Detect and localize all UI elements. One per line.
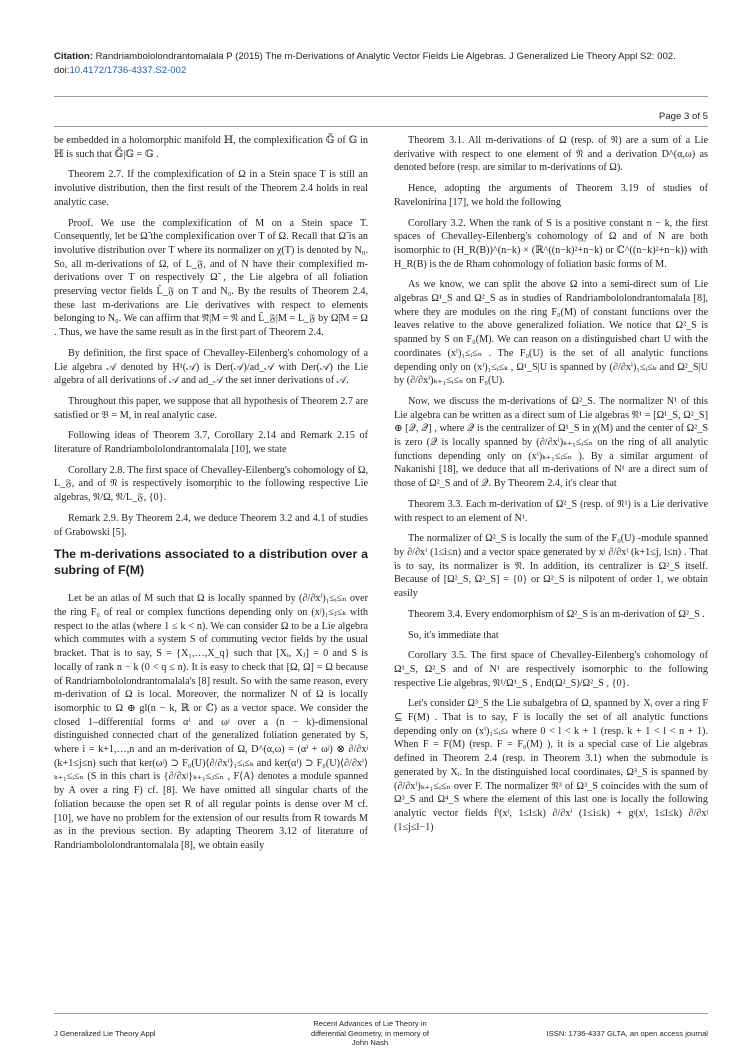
footer-journal: J Generalized Lie Theory Appl	[54, 1029, 156, 1038]
footer-issue-line: John Nash	[351, 1038, 389, 1048]
corollary-3-5: Corollary 3.5. The first space of Chevalley-Eilenberg's cohomology of Ω¹_S, Ω²_S and of N¹ are respectively isomorphic to the following respective Lie algebras, 𝔑¹/Ω¹_S , End(Ω²_S)/Ω²_S , {0}.	[394, 650, 708, 689]
theorem-3-4: Theorem 3.4. Every endomorphism of Ω²_S is an m-derivation of Ω²_S .	[408, 608, 705, 620]
paragraph: So, it's immediate that	[408, 629, 499, 641]
paragraph: Hence, adopting the arguments of Theorem 3.19 of studies of Ravelonirina [17], we hold the following	[394, 183, 708, 208]
paragraph: Now, we discuss the m-derivations of Ω²_S. The normalizer N¹ of this Lie algebra can be written as a direct sum of Lie algebras 𝔑¹ = [Ω¹_S, Ω²_S] ⊕ [𝒬, 𝒬] , where 𝒬 is the centralizer of Ω¹_S in χ(M) and the center of Ω²_S is zero (𝒬 is locally spanned by (∂/∂xⁱ)ₖ₊₁≤ᵢ≤ₙ on the ring of all analytic functions depending only on (xⁱ)ₖ₊₁≤ᵢ≤ₙ ). By a similar argument of Nakanishi [18], we deduce that all m-derivations of N¹ are a direct sum of those of Ω²_S and of 𝒬. By Theorem 2.4, it's clear that	[394, 395, 708, 490]
left-column	[54, 134, 368, 860]
page-divider	[54, 126, 708, 127]
footer-divider	[54, 1013, 708, 1014]
right-column	[394, 134, 708, 841]
citation-text: Randriambololondrantomalala P (2015) The m-Derivations of Analytic Vector Fields Lie Algebras. J Generalized Lie Theory Appl S2: 002.	[95, 51, 676, 62]
paragraph: Let's consider Ω³_S the Lie subalgebra of Ω, spanned by Xᵢ over a ring F ⊆ F(M) . That is to say, F is locally the set of all analytic functions depending only on (xⁱ)₁≤ᵢ≤ₗ where 0 < l < k + 1 (resp. k + 1 < l < n + 1). When F = F(M) (resp. F = F₀(M) ), it is a special case of Lie algebras defined in Theorem 2.4 (resp. in Theorem 3.1) when the submodule is generated by Xᵢ. In the distinguished local coordinates, Ω³_S is spanned by (∂/∂xⁱ)ₖ₊₁≤ᵢ≤ₙ over F. The normalizer 𝔑³ of Ω³_S coincides with the sum of Ω³_S and Ω⁴_S where the element of this last one is locally the following analytic vector fields fⁱ(xˡ, 1≤l≤k) ∂/∂xⁱ (1≤i≤k) + gʲ(xˡ, 1≤l≤k) ∂/∂xʲ (1≤j≤l−1)	[394, 698, 708, 833]
paragraph: By definition, the first space of Chevalley-Eilenberg's cohomology of a Lie algebra 𝒜 denoted by H¹(𝒜) is Der(𝒜)/ad_𝒜 with Der(𝒜) the Lie algebra of all derivations of 𝒜 and ad_𝒜 the set inner derivations of 𝒜.	[54, 347, 368, 387]
paragraph: Following ideas of Theorem 3.7, Corollary 2.14 and Remark 2.15 of literature of Randriambololondrantomalala [10], we state	[54, 430, 368, 456]
footer-issue-line: differential Geometry, in memory of	[311, 1028, 429, 1038]
paragraph: The normalizer of Ω²_S is locally the sum of the F₀(U) -module spanned by ∂/∂xⁱ (1≤i≤n) and a vector space generated by xʲ ∂/∂xˡ (k+1≤j, l≤n) . That is to say, its normalizer is 𝔑. In addition, its centralizer is Ω²_S itself. Because of [Ω²_S, Ω²_S] = {0} or Ω²_S is nilpotent of order 1, we obtain easily	[394, 533, 708, 600]
corollary-3-2: Corollary 3.2. When the rank of S is a positive constant n − k, the first spaces of Chevalley-Eilenberg's cohomology of Ω and of N are both isomorphic to (H_R(B))^(n−k) × (ℝ^((n−k)²+n−k) or ℂ^((n−k)²+n−k)) with H_R(B) is the de Rham cohomology of foliation basic forms of M.	[394, 217, 708, 270]
footer-issue	[300, 1019, 440, 1048]
paragraph: Let be an atlas of M such that Ω is locally spanned by (∂/∂xⁱ)₁≤ᵢ≤ₙ over the ring F₀ of real or complex functions depending only on (xʲ)₁≤ⱼ≤ₖ with respect to the atlas (where 1 ≤ k < n). We can consider Ω to be a Lie algebra which commutes with a system S of commuting vector fields by the usual bracket. That is to say, S = {X₁,…,X_q} such that [Xᵢ, Xⱼ] = 0 and S is locally of rank n − k (0 < q ≤ n). It is easy to check that [Ω, Ω] = Ω because of Randriambololondrantomalala's [8] result. So with the same reason, every m-derivation of Ω is local. Moreover, the normalizer N of Ω is locally isomorphic to Ω ⊕ gl(n − k, ℝ or ℂ) as a vector space. We consider the closed 1–differential forms αⁱ and ωʲ over a (n − k)-dimensional distinguished connected chart of the generalized foliation generated by S, where i = k+1,…,n and an m-derivation of Ω, D^(α,ω) = (αⁱ + ωʲ) ⊗ ∂/∂xʲ (k+1≤j≤n) such that ker(ωʲ) ⊃ F₀(U)⟨∂/∂xⁱ⟩₁≤ᵢ≤ₖ and ker(αⁱ) ⊃ F₀(U)⟨∂/∂xⁱ⟩ₖ₊₁≤ᵢ≤ₙ (S in this chart is {∂/∂xʲ}ₖ₊₁≤ⱼ≤ₙ , F⟨A⟩ denotes a module spanned by A over a ring F) cf. [8]. We have omitted all singular charts of the foliation because the open set R of all regular points is dense over M cf. [10], we have no problem for the extension of our results from R towards M as in the previous section. By adapting Theorem 3.12 of literature of Randriambololondrantomalala [8], we obtain easily	[54, 593, 368, 851]
section-heading: The m-derivations associated to a distribution over a subring of F(M)	[54, 547, 368, 577]
paragraph: be embedded in a holomorphic manifold ℍ, the complexification 𝔾̃ of 𝔾 in ℍ is such that 𝔾̃|𝔾 = 𝔾 .	[54, 135, 368, 160]
doi-link[interactable]: 10.4172/1736-4337.S2-002	[69, 65, 187, 76]
header-divider	[54, 96, 708, 97]
corollary-2-8: Corollary 2.8. The first space of Chevalley-Eilenberg's cohomology of Ω, L_𝔉, and of 𝔑 is respectively isomorphic to the following respective Lie algebras, 𝔑/Ω, 𝔑/L_𝔉, {0}.	[54, 464, 368, 504]
remark-2-9: Remark 2.9. By Theorem 2.4, we deduce Theorem 3.2 and 4.1 of studies of Grabowski [5].	[54, 512, 368, 538]
proof: Proof. We use the complexification of M on a Stein space T. Consequently, let be Ω̃ the complexification over T of Ω. Recall that Ω̃ is an involutive distribution over T where its normalizer on χ(T) is denoted by N₀. So, all m-derivations of Ω, of L_𝔉, and of N have their complexified m-derivations over T on respectively Ω̃ , the Lie algebra of all foliation preserving vector fields L̃_𝔉 on T and N₀. By the results of Theorem 2.4, these last m-derivations are Lie derivatives with respect to elements belonging to N₀. We can affirm that 𝔑̃|M = 𝔑 and L̃_𝔉|M = L_𝔉 by Ω̃|M = Ω . Thus, we have the same result as in the first part of Theorem 2.4.	[54, 217, 368, 339]
page-number: Page 3 of 5	[658, 111, 708, 122]
doi-prefix: doi:	[54, 65, 70, 76]
paragraph: Throughout this paper, we suppose that all hypothesis of Theorem 2.7 are satisfied or 𝔅 = M, in real analytic case.	[54, 395, 368, 421]
theorem-2-7: Theorem 2.7. If the complexification of Ω in a Stein space T is still an involutive distribution, then the first result of the Theorem 2.4 holds in real analytic case.	[54, 169, 368, 208]
paragraph: As we know, we can split the above Ω into a semi-direct sum of Lie algebras Ω¹_S and Ω²_S as in studies of Randriambololondrantomalala [8], where they are modules on the ring F₀(M) of constant functions over the leaves relative to the above generalized foliation. We notice that Ω²_S is spanned by S on F₀(M). We can reason on a distinguished chart U with the coordinates (xⁱ)₁≤ᵢ≤ₙ . The F₀(U) is the set of all analytic functions depending only on (xⁱ)₁≤ᵢ≤ₖ , Ω¹_S|U is spanned by (∂/∂xⁱ)₁≤ᵢ≤ₖ and Ω²_S|U by (∂/∂xⁱ)ₖ₊₁≤ᵢ≤ₙ on F₀(U).	[394, 279, 708, 387]
theorem-3-1: Theorem 3.1. All m-derivations of Ω (resp. of 𝔑) are a sum of a Lie derivative with respect to one element of 𝔑 and a derivation D^(α,ω) as denoted before (resp. are similar to m-derivations of Ω).	[394, 135, 708, 174]
citation	[54, 50, 714, 78]
theorem-3-3: Theorem 3.3. Each m-derivation of Ω²_S (resp. of 𝔑¹) is a Lie derivative with respect to an element of N¹.	[394, 498, 708, 524]
footer-issn: ISSN: 1736-4337 GLTA, an open access journal	[546, 1029, 708, 1038]
footer-issue-line: Recent Advances of Lie Theory in	[313, 1019, 427, 1028]
citation-label: Citation:	[54, 51, 93, 62]
